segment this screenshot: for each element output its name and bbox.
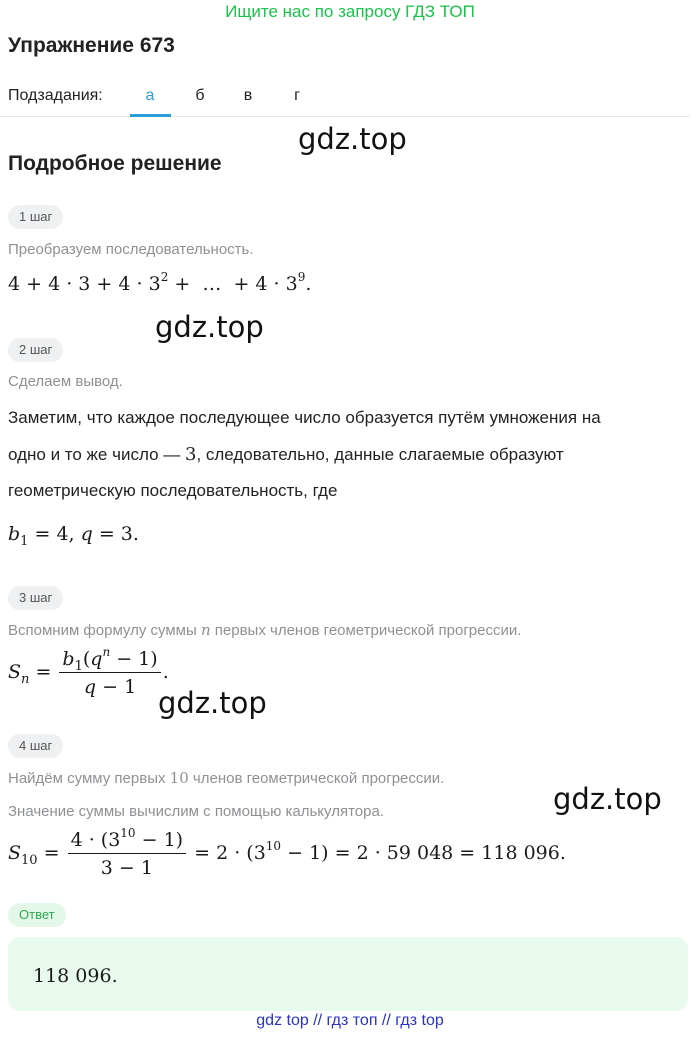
tab-a[interactable]: а [145, 87, 155, 104]
step-3-badge: 3 шаг [8, 586, 63, 610]
step-2-formula: $b_1 = 4$, q = 3. [8, 523, 139, 549]
step-2-text: Сделаем вывод. [8, 373, 123, 390]
step-2-badge: 2 шаг [8, 338, 63, 362]
tab-b[interactable]: б [195, 87, 205, 104]
subtasks-label: Подзадания: [8, 87, 103, 104]
step-2-body-line-3: геометрическую последовательность, где [8, 481, 338, 500]
step-4-badge: 4 шаг [8, 734, 63, 758]
step-2-body-line-2: одно и то же число — 3, следовательно, данные слагаемые образуют [8, 444, 564, 465]
step-4-text-2: Значение суммы вычислим с помощью калькулятора. [8, 803, 384, 820]
step-1-text: Преобразуем последовательность. [8, 241, 254, 258]
watermark: gdz.top [553, 782, 662, 816]
solution-title: Подробное решение [8, 152, 222, 175]
step-1-badge: 1 шаг [8, 205, 63, 229]
active-tab-indicator [130, 114, 171, 117]
answer-badge: Ответ [8, 903, 66, 927]
step-4-text: Найдём сумму первых 10 членов геометрической прогрессии. [8, 769, 445, 787]
watermark: gdz.top [158, 686, 267, 720]
watermark: gdz.top [298, 122, 407, 156]
page-title: Упражнение 673 [8, 34, 175, 57]
step-1-formula: $4 + 4 \cdot 3 + 4 \cdot 3^2$ + … + $4 \cdot 3^9$. [8, 270, 312, 295]
tabs-divider [0, 116, 690, 117]
sum-formula: $S_n$ = $\frac{b_1(q^n - 1)}{q - 1}$ . [8, 645, 169, 698]
step-2-body-line-1: Заметим, что каждое последующее число образуется путём умножения на [8, 408, 601, 427]
tab-g[interactable]: г [294, 87, 300, 104]
tab-v[interactable]: в [243, 87, 253, 104]
search-banner: Ищите нас по запросу ГДЗ ТОП [225, 2, 475, 21]
step-3-text: Вспомним формулу суммы n первых членов геометрической прогрессии. [8, 621, 522, 639]
footer-links[interactable]: gdz top // гдз топ // гдз top [256, 1012, 444, 1029]
sum-calculation: $S_{10}$ = $\frac{4 \cdot (3^{10} - 1)}{3 - 1}$ = $2 \cdot (3^{10} - 1) = 2 \cdot 59$ 048 = 118 096. [8, 826, 566, 879]
answer-value: 118 096. [33, 965, 118, 987]
watermark: gdz.top [155, 310, 264, 344]
